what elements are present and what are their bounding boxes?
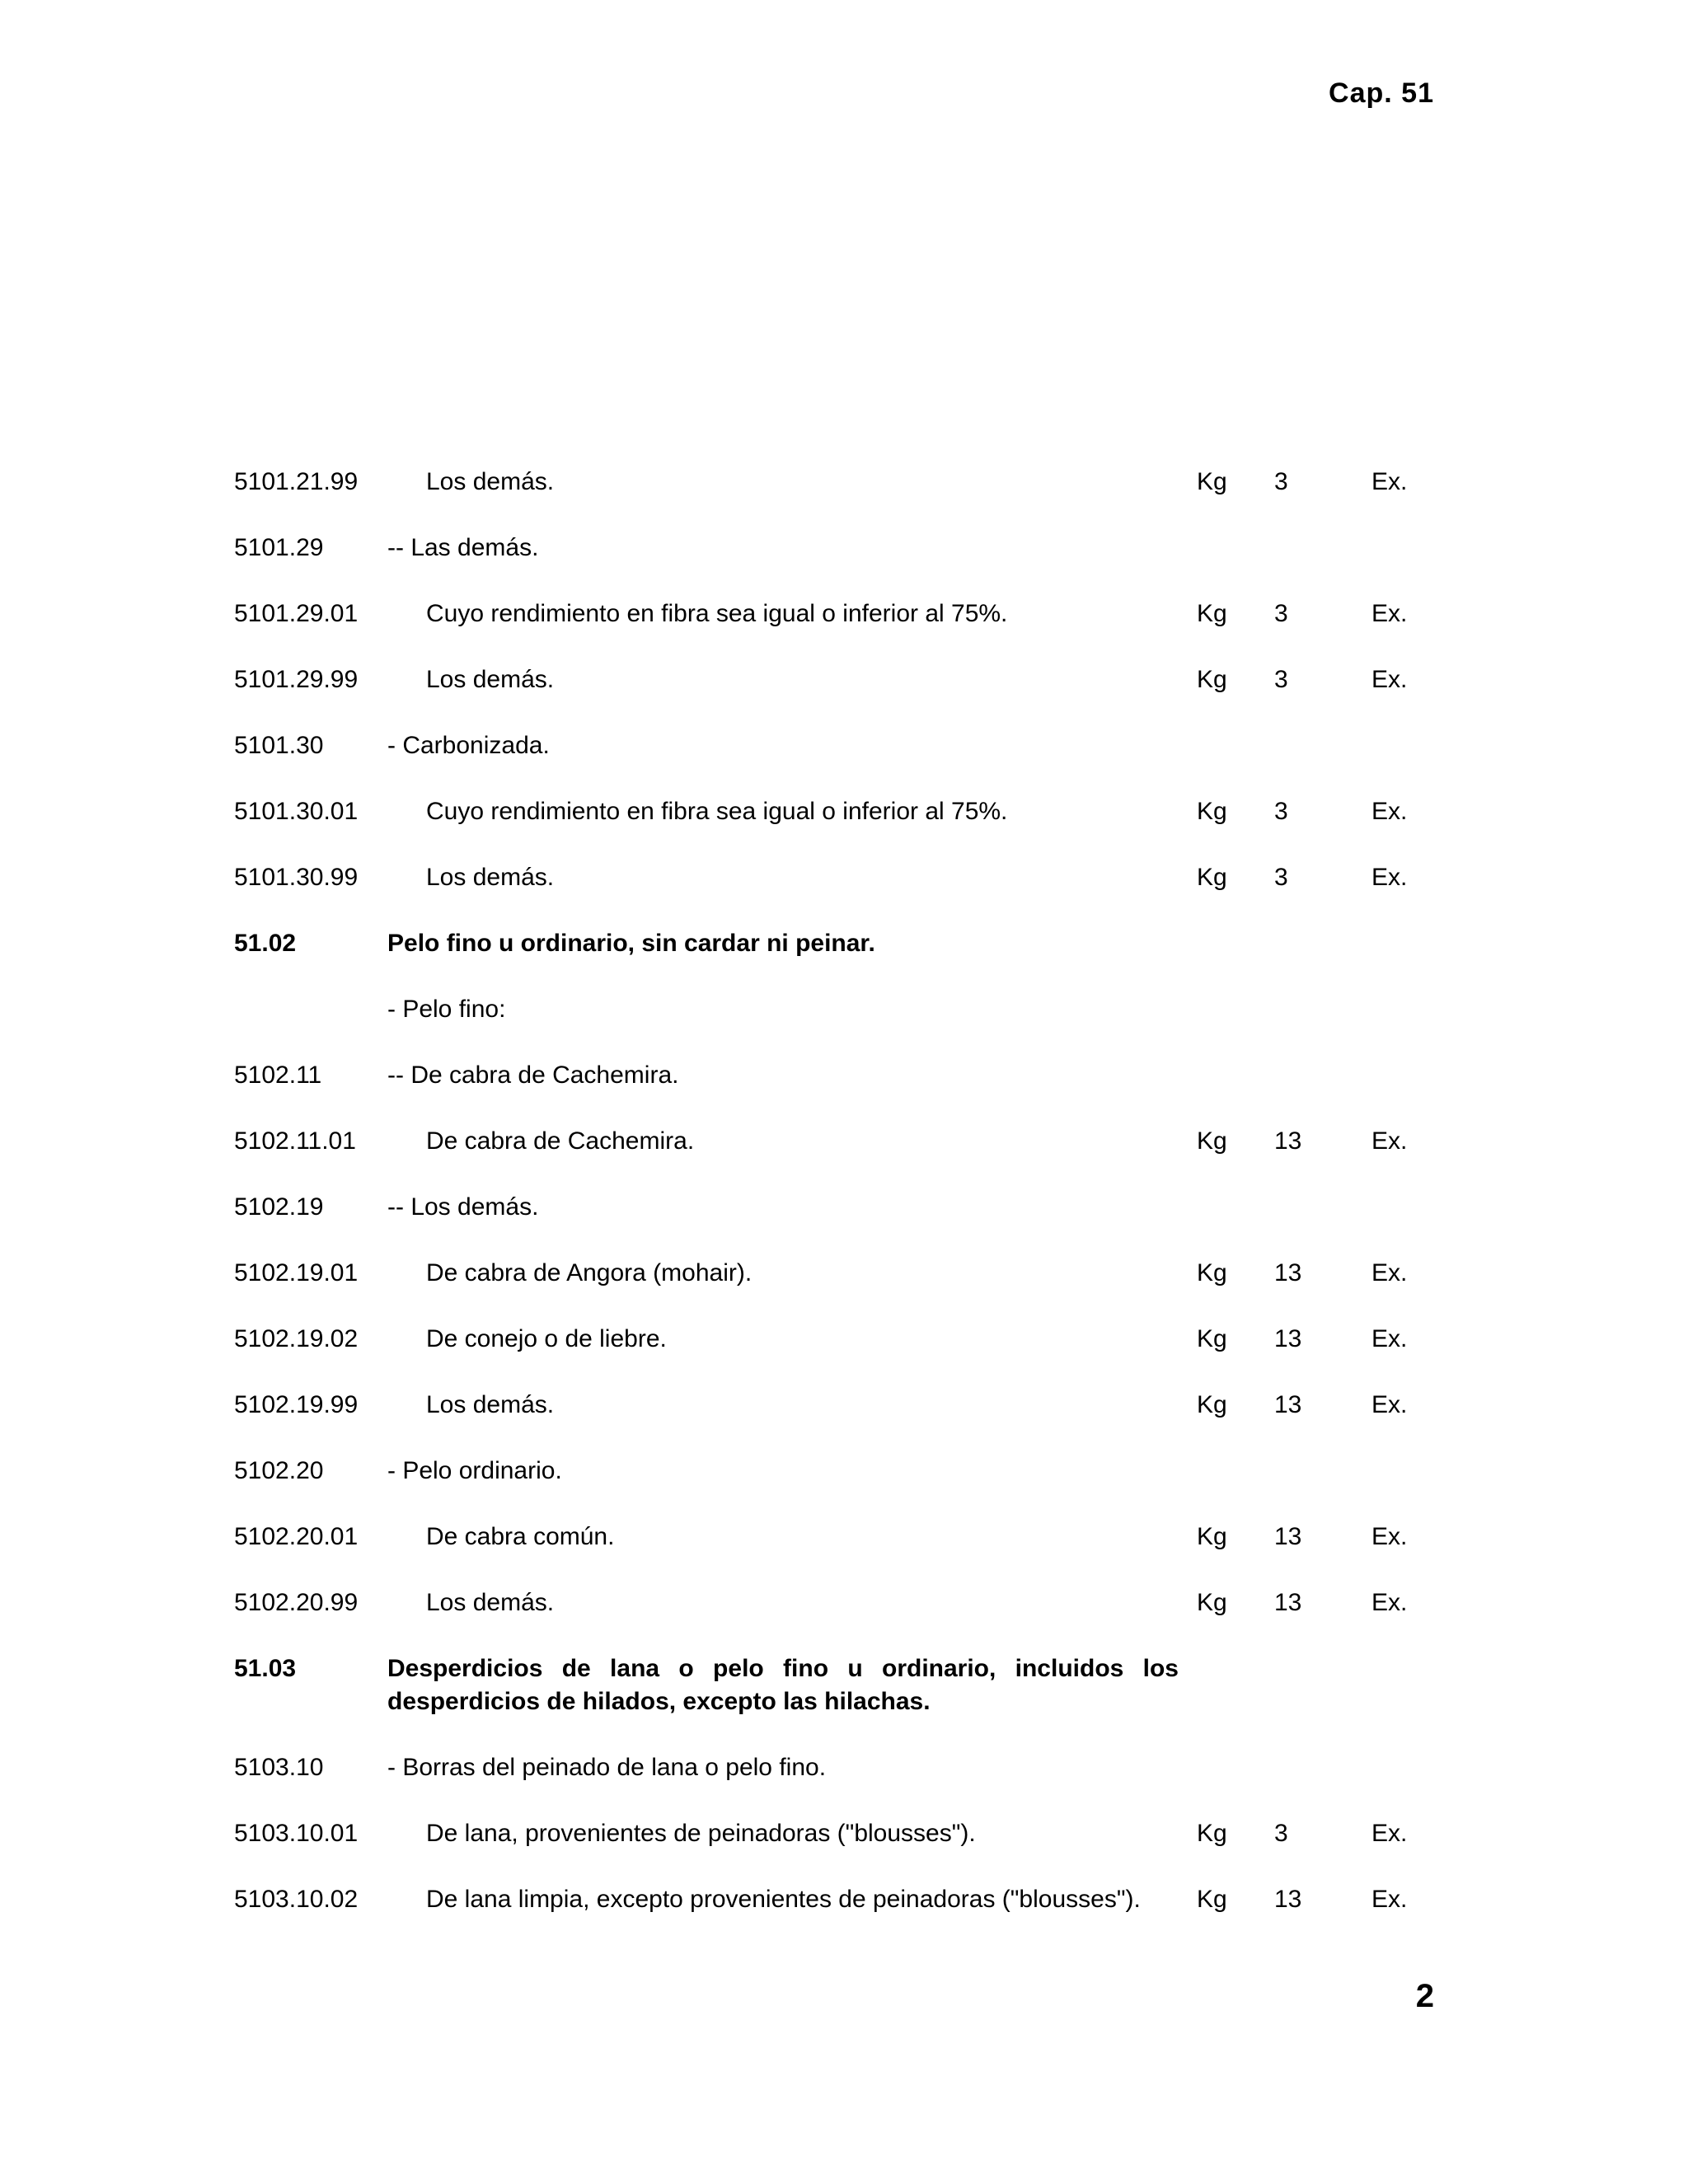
tax-rate: 3 bbox=[1274, 666, 1288, 693]
tax-rate: 13 bbox=[1274, 1127, 1302, 1155]
table-row bbox=[234, 663, 1437, 696]
tariff-table bbox=[234, 466, 1437, 1949]
tax-rate: 13 bbox=[1274, 1886, 1302, 1913]
tariff-code: 5102.19 bbox=[234, 1193, 324, 1221]
unit: Kg bbox=[1197, 864, 1227, 891]
tariff-code: 5102.20.01 bbox=[234, 1523, 359, 1550]
tariff-code: 5102.11.01 bbox=[234, 1127, 356, 1155]
item-description: Los demás. bbox=[426, 468, 555, 495]
item-description: Los demás. bbox=[426, 864, 555, 891]
unit: Kg bbox=[1197, 666, 1227, 693]
tariff-code: 5103.10 bbox=[234, 1754, 324, 1781]
table-row bbox=[234, 861, 1437, 894]
item-description: - Borras del peinado de lana o pelo fino. bbox=[387, 1754, 827, 1781]
export-rate: Ex. bbox=[1372, 666, 1408, 693]
chapter-header: Cap. 51 bbox=[1329, 77, 1434, 109]
tax-rate: 3 bbox=[1274, 864, 1288, 891]
unit: Kg bbox=[1197, 1523, 1227, 1550]
unit: Kg bbox=[1197, 798, 1227, 825]
export-rate: Ex. bbox=[1372, 864, 1408, 891]
table-row bbox=[234, 1817, 1437, 1850]
tariff-code: 5101.30 bbox=[234, 732, 324, 759]
tax-rate: 13 bbox=[1274, 1589, 1302, 1616]
tariff-code: 5102.20 bbox=[234, 1457, 324, 1484]
table-row bbox=[234, 1257, 1437, 1290]
item-description: - Carbonizada. bbox=[387, 732, 550, 759]
table-row bbox=[234, 466, 1437, 499]
table-row bbox=[234, 598, 1437, 630]
item-description: -- De cabra de Cachemira. bbox=[387, 1062, 679, 1089]
item-description: - Pelo ordinario. bbox=[387, 1457, 562, 1484]
item-description: -- Las demás. bbox=[387, 534, 539, 561]
export-rate: Ex. bbox=[1372, 798, 1408, 825]
export-rate: Ex. bbox=[1372, 468, 1408, 495]
item-description: De cabra común. bbox=[426, 1523, 615, 1550]
unit: Kg bbox=[1197, 1820, 1227, 1847]
tariff-code: 5102.19.02 bbox=[234, 1325, 359, 1352]
tax-rate: 13 bbox=[1274, 1391, 1302, 1418]
export-rate: Ex. bbox=[1372, 1127, 1408, 1155]
heading-description: Pelo fino u ordinario, sin cardar ni peinar. bbox=[387, 930, 875, 957]
unit: Kg bbox=[1197, 600, 1227, 627]
table-row bbox=[234, 1586, 1437, 1619]
export-rate: Ex. bbox=[1372, 1523, 1408, 1550]
heading-row bbox=[234, 1652, 1437, 1718]
export-rate: Ex. bbox=[1372, 1886, 1408, 1913]
tariff-code: 5102.20.99 bbox=[234, 1589, 359, 1616]
tariff-code: 5101.30.01 bbox=[234, 798, 359, 825]
heading-description: Desperdicios de lana o pelo fino u ordinario, incluidos los desperdicios de hilados, excepto las hilachas. bbox=[387, 1655, 1179, 1715]
export-rate: Ex. bbox=[1372, 1259, 1408, 1286]
page-number: 2 bbox=[1415, 1978, 1434, 2014]
export-rate: Ex. bbox=[1372, 1325, 1408, 1352]
table-row bbox=[234, 1389, 1437, 1422]
unit: Kg bbox=[1197, 1325, 1227, 1352]
item-description: -- Los demás. bbox=[387, 1193, 539, 1221]
tariff-code: 5102.11 bbox=[234, 1062, 322, 1089]
tariff-code: 5101.29.99 bbox=[234, 666, 359, 693]
tax-rate: 3 bbox=[1274, 600, 1288, 627]
export-rate: Ex. bbox=[1372, 1589, 1408, 1616]
item-description: De cabra de Cachemira. bbox=[426, 1127, 695, 1155]
item-description: Cuyo rendimiento en fibra sea igual o inferior al 75%. bbox=[426, 798, 1008, 825]
table-row bbox=[234, 1059, 1437, 1092]
table-row bbox=[234, 1455, 1437, 1488]
tariff-code: 5102.19.99 bbox=[234, 1391, 359, 1418]
item-description: De lana limpia, excepto provenientes de peinadoras ("blousses"). bbox=[426, 1886, 1141, 1913]
table-row bbox=[234, 1751, 1437, 1784]
table-row bbox=[234, 532, 1437, 565]
item-description: De lana, provenientes de peinadoras ("blousses"). bbox=[426, 1820, 976, 1847]
export-rate: Ex. bbox=[1372, 1820, 1408, 1847]
tax-rate: 13 bbox=[1274, 1523, 1302, 1550]
item-description: Los demás. bbox=[426, 1391, 555, 1418]
unit: Kg bbox=[1197, 1886, 1227, 1913]
item-description: Cuyo rendimiento en fibra sea igual o inferior al 75%. bbox=[426, 600, 1008, 627]
item-description: De cabra de Angora (mohair). bbox=[426, 1259, 753, 1286]
item-description: De conejo o de liebre. bbox=[426, 1325, 667, 1352]
unit: Kg bbox=[1197, 1589, 1227, 1616]
unit: Kg bbox=[1197, 1127, 1227, 1155]
tariff-code: 5103.10.01 bbox=[234, 1820, 359, 1847]
export-rate: Ex. bbox=[1372, 600, 1408, 627]
heading-row bbox=[234, 927, 1437, 960]
unit: Kg bbox=[1197, 468, 1227, 495]
tax-rate: 13 bbox=[1274, 1259, 1302, 1286]
table-row bbox=[234, 1521, 1437, 1554]
table-row bbox=[234, 993, 1437, 1026]
table-row bbox=[234, 1191, 1437, 1224]
item-description: Los demás. bbox=[426, 1589, 555, 1616]
tax-rate: 3 bbox=[1274, 1820, 1288, 1847]
tax-rate: 13 bbox=[1274, 1325, 1302, 1352]
table-row bbox=[234, 1323, 1437, 1356]
tariff-code: 5101.21.99 bbox=[234, 468, 359, 495]
tariff-code: 5101.29.01 bbox=[234, 600, 359, 627]
tax-rate: 3 bbox=[1274, 468, 1288, 495]
tax-rate: 3 bbox=[1274, 798, 1288, 825]
table-row bbox=[234, 795, 1437, 828]
unit: Kg bbox=[1197, 1391, 1227, 1418]
tariff-code: 5101.30.99 bbox=[234, 864, 359, 891]
tariff-code: 5103.10.02 bbox=[234, 1886, 359, 1913]
unit: Kg bbox=[1197, 1259, 1227, 1286]
table-row bbox=[234, 1125, 1437, 1158]
heading-code: 51.03 bbox=[234, 1655, 297, 1682]
export-rate: Ex. bbox=[1372, 1391, 1408, 1418]
item-description: Los demás. bbox=[426, 666, 555, 693]
heading-code: 51.02 bbox=[234, 930, 297, 957]
item-description: - Pelo fino: bbox=[387, 996, 506, 1023]
tariff-code: 5101.29 bbox=[234, 534, 324, 561]
tariff-code: 5102.19.01 bbox=[234, 1259, 359, 1286]
table-row bbox=[234, 1883, 1437, 1916]
table-row bbox=[234, 729, 1437, 762]
